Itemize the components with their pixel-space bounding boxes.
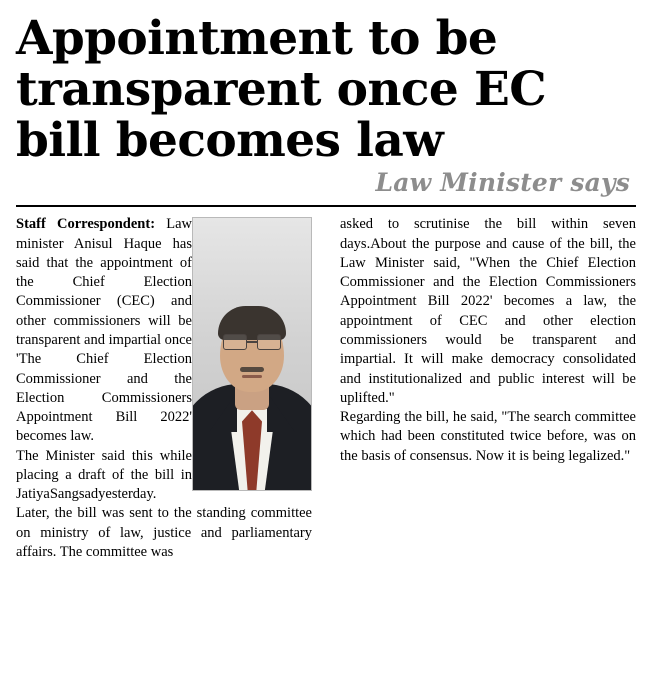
right-paragraph-1: asked to scrutinise the bill within seven days.About the purpose and cause of the bill, the Law Minister said, "When the Chief Election Commissioner and the Election Commissioners Appointment Bill 2022' becomes a law, the appointment of CEC and other election commissioners would be transparent and impartial. It will make democracy consolidated and institutionalized and public interest will be uplifted." — [340, 216, 636, 406]
subheadline: Law Minister says — [375, 168, 630, 198]
left-paragraph-1: Law minister Anisul Haque has said that the appointment of the Chief Election Commissioner (CEC) and other commissioners will be transparent and impartial once 'The Chief Election Commissioner and the Election Commissioners Appointment Bill 2022' becomes law. — [16, 216, 193, 445]
portrait-photo — [192, 217, 312, 491]
left-paragraph-3: Later, the bill was sent to the standing committee on ministry of law, justice and parliamentary affairs. The committee was — [16, 505, 312, 561]
headline-line-2: transparent once EC — [16, 61, 547, 117]
article-column-right — [340, 215, 636, 466]
article-column-left — [16, 215, 312, 562]
divider-rule — [16, 205, 636, 207]
right-paragraph-2: Regarding the bill, he said, "The search committee which had been constituted twice before, was on the basis of consensus. Now it is being legalized." — [340, 409, 636, 464]
article-body — [16, 215, 636, 640]
byline: Staff Correspondent: — [16, 216, 156, 233]
photo-mouth — [242, 375, 262, 378]
headline-line-3: bill becomes law — [16, 112, 444, 168]
glasses-icon — [223, 334, 281, 350]
headline-line-1: Appointment to be — [16, 11, 498, 66]
photo-moustache — [240, 367, 264, 372]
left-paragraph-2: The Minister said this while placing a draft of the bill in JatiyaSangsadyesterday. — [16, 447, 192, 503]
page-title — [16, 11, 636, 168]
